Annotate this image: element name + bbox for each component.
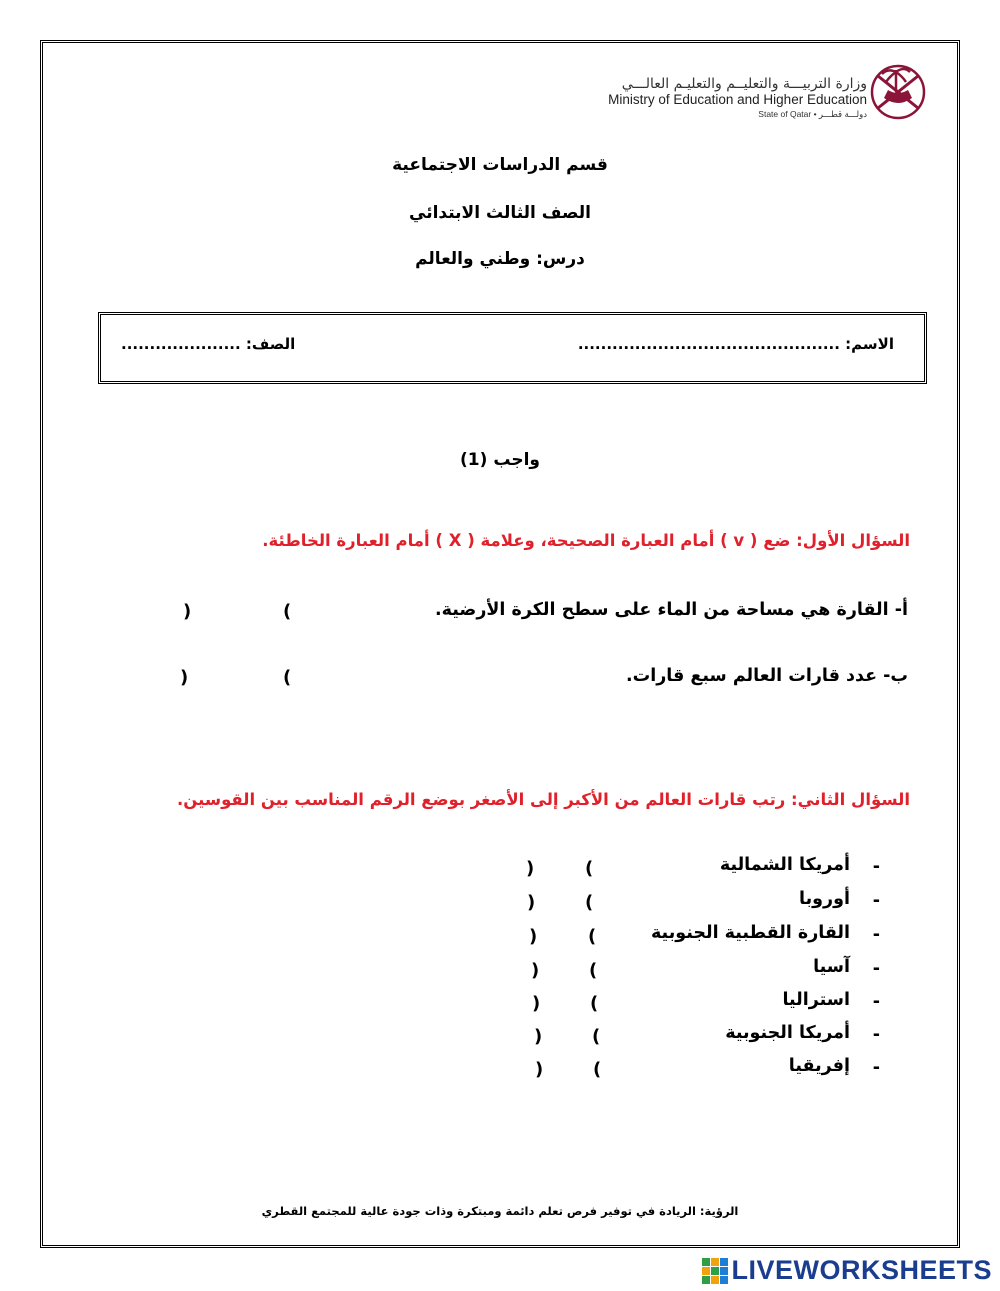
continent-europe: أوروبا [799, 889, 850, 909]
answer-close-paren: ) [529, 926, 538, 947]
answer-open-paren: ( [590, 993, 599, 1014]
liveworksheets-brand [702, 1255, 992, 1286]
list-bullet: - [872, 891, 880, 911]
answer-open-paren: ( [585, 858, 594, 879]
list-bullet: - [872, 992, 880, 1012]
ministry-arabic: وزارة التربيـــة والتعليــم والتعليـم العالـــي [621, 76, 867, 92]
answer-close-paren: ) [535, 1059, 544, 1080]
continent-africa: إفريقيا [788, 1056, 850, 1076]
name-box [98, 312, 927, 384]
lesson-title: درس: وطني والعالم [415, 249, 585, 269]
continent-australia: استراليا [782, 990, 850, 1010]
list-bullet: - [872, 857, 880, 877]
continent-antarctica: القارة القطبية الجنوبية [650, 923, 850, 943]
answer-close-paren: ) [526, 858, 535, 879]
answer-open-paren: ( [589, 960, 598, 981]
list-bullet: - [872, 1025, 880, 1045]
continent-asia: آسيا [813, 957, 850, 977]
continent-south-america: أمريكا الجنوبية [725, 1023, 850, 1043]
grade-title: الصف الثالث الابتدائي [409, 203, 591, 223]
question1-title: السؤال الأول: ضع ( v ) أمام العبارة الصحيحة، وعلامة ( X ) أمام العبارة الخاطئة. [262, 531, 910, 550]
answer-close-paren: ) [180, 667, 189, 688]
list-bullet: - [872, 925, 880, 945]
name-field[interactable]: الاسم: .............................................. [577, 335, 894, 353]
liveworksheets-logo-icon [702, 1258, 728, 1284]
answer-open-paren: ( [283, 667, 292, 688]
answer-close-paren: ) [531, 960, 540, 981]
ministry-header [608, 76, 867, 120]
ministry-english: Ministry of Education and Higher Education [608, 92, 867, 107]
answer-open-paren: ( [593, 1059, 602, 1080]
answer-open-paren: ( [283, 601, 292, 622]
department-title: قسم الدراسات الاجتماعية [392, 155, 608, 175]
list-bullet: - [872, 1058, 880, 1078]
list-bullet: - [872, 959, 880, 979]
answer-close-paren: ) [534, 1026, 543, 1047]
homework-title: واجب (1) [460, 450, 540, 470]
answer-open-paren: ( [585, 892, 594, 913]
answer-close-paren: ) [183, 601, 192, 622]
class-field[interactable]: الصف: ..................... [121, 335, 296, 353]
liveworksheets-wordmark: LIVEWORKSHEETS [731, 1255, 992, 1285]
question1-item-b: ب- عدد قارات العالم سبع قارات. [626, 666, 908, 686]
state-of-qatar: State of Qatar • دولـــة قطـــر [758, 109, 867, 119]
answer-close-paren: ) [527, 892, 536, 913]
answer-close-paren: ) [532, 993, 541, 1014]
qatar-emblem-icon [866, 58, 930, 126]
answer-open-paren: ( [592, 1026, 601, 1047]
question1-item-a: أ- القارة هي مساحة من الماء على سطح الكرة الأرضية. [435, 600, 908, 620]
question2-title: السؤال الثاني: رتب قارات العالم من الأكبر إلى الأصغر بوضع الرقم المناسب بين القوسين. [177, 790, 910, 809]
answer-open-paren: ( [588, 926, 597, 947]
continent-north-america: أمريكا الشمالية [719, 855, 850, 875]
vision-statement: الرؤية: الريادة في توفير فرص تعلم دائمة ومبتكرة وذات جودة عالية للمجتمع القطري [261, 1204, 739, 1218]
